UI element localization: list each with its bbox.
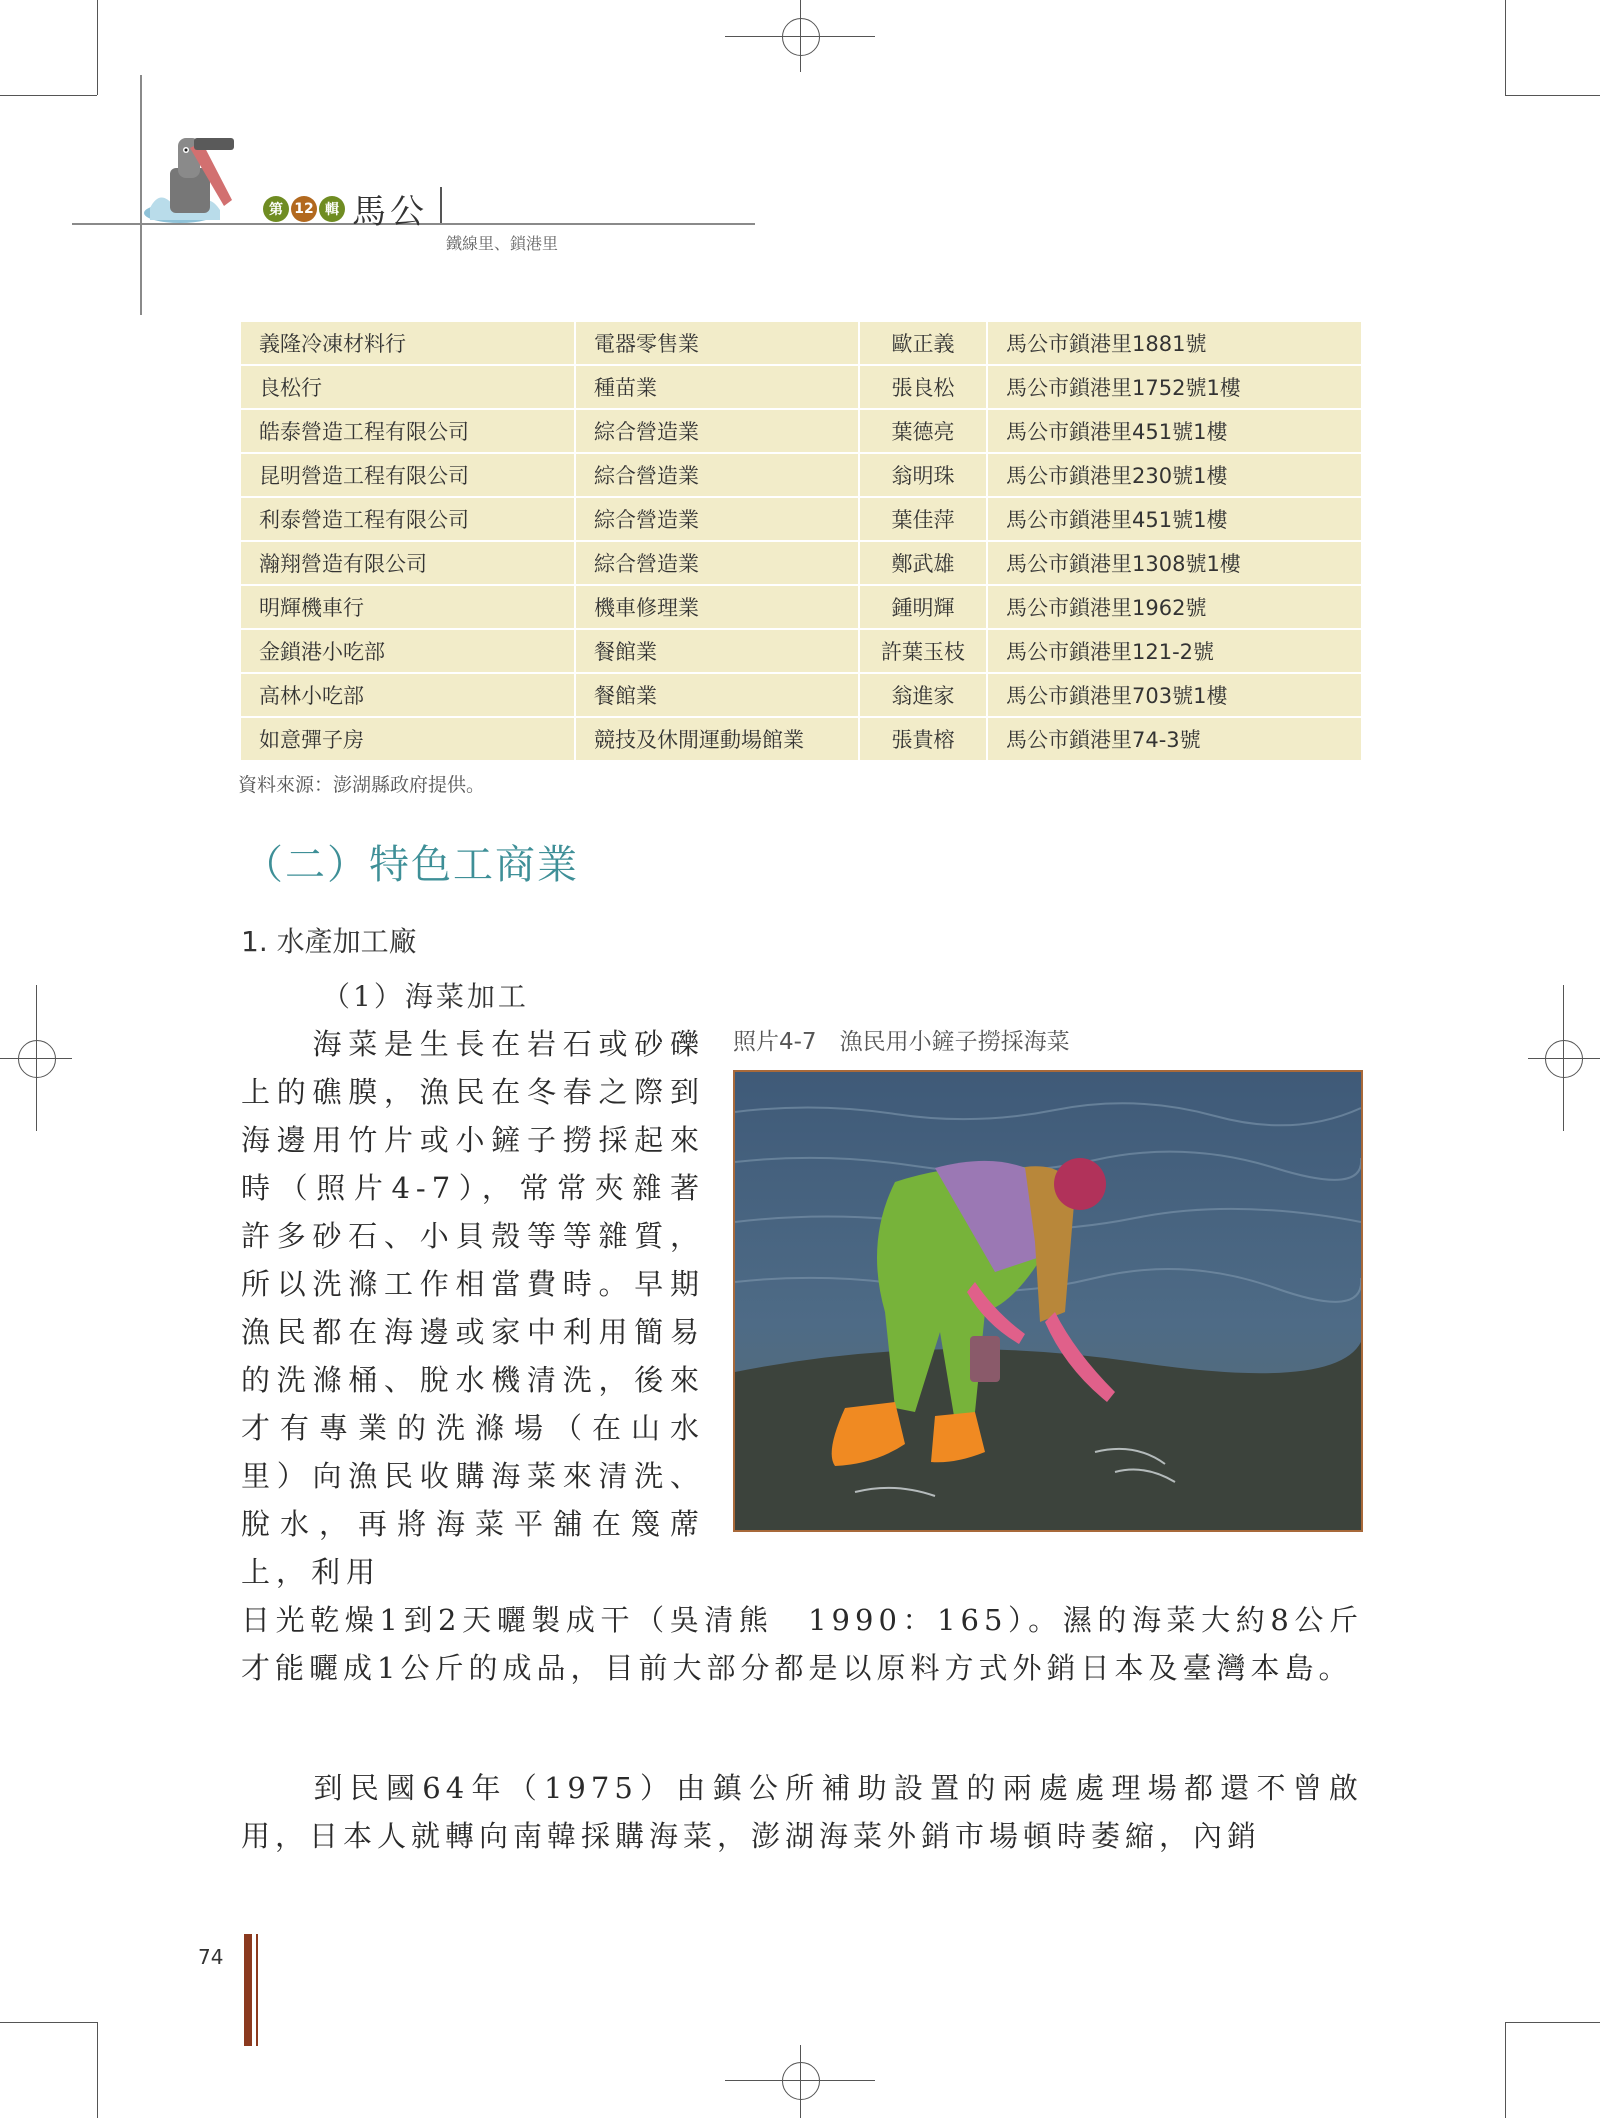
page-marker-bar [244, 1934, 252, 2046]
table-row [240, 541, 1362, 585]
address-cell: 馬公市鎖港里451號1樓 [987, 409, 1362, 453]
owner-cell: 歐正義 [859, 321, 987, 365]
body-paragraph-1-narrow: 海菜是生長在岩石或砂礫上的礁膜，漁民在冬春之際到海邊用竹片或小鏟子撈採起來時（照片4-7），常常夾雜著許多砂石、小貝殼等等雜質，所以洗滌工作相當費時。早期漁民都在海邊或家中利用簡易的洗滌桶、脫水機清洗，後來才有專業的洗滌場（在山水里）向漁民收購海菜來清洗、脫水，再將海菜平舖在篾蓆上，利用 [241, 1027, 705, 1589]
table-row [240, 365, 1362, 409]
table-row [240, 629, 1362, 673]
address-cell: 馬公市鎖港里230號1樓 [987, 453, 1362, 497]
table-row [240, 453, 1362, 497]
address-cell: 馬公市鎖港里1962號 [987, 585, 1362, 629]
body-paragraph-2: 到民國64年（1975）由鎮公所補助設置的兩處處理場都還不曾啟用，日本人就轉向南韓採購海菜，澎湖海菜外銷市場頓時萎縮，內銷 [241, 1771, 1363, 1853]
owner-cell: 翁明珠 [859, 453, 987, 497]
badge-number: 12 [291, 196, 317, 222]
address-cell: 馬公市鎖港里451號1樓 [987, 497, 1362, 541]
photo-caption: 照片4-7 漁民用小鏟子撈採海菜 [733, 1029, 1070, 1055]
badge-post: 輯 [319, 196, 345, 222]
page-number: 74 [198, 1945, 224, 1969]
item-heading: （1）海菜加工 [322, 980, 529, 1013]
address-cell: 馬公市鎖港里1881號 [987, 321, 1362, 365]
industry-cell: 綜合營造業 [575, 541, 859, 585]
table-row [240, 717, 1362, 761]
owner-cell: 鍾明輝 [859, 585, 987, 629]
business-table [239, 320, 1363, 762]
company-name-cell: 利泰營造工程有限公司 [240, 497, 575, 541]
company-name-cell: 良松行 [240, 365, 575, 409]
table-row [240, 321, 1362, 365]
address-cell: 馬公市鎖港里121-2號 [987, 629, 1362, 673]
title-divider [440, 187, 442, 223]
badge-pre: 第 [263, 196, 289, 222]
chapter-title: 馬公 [352, 192, 428, 232]
owner-cell: 張貴榕 [859, 717, 987, 761]
mascot-logo-icon [140, 128, 250, 223]
owner-cell: 翁進家 [859, 673, 987, 717]
company-name-cell: 昆明營造工程有限公司 [240, 453, 575, 497]
address-cell: 馬公市鎖港里703號1樓 [987, 673, 1362, 717]
industry-cell: 綜合營造業 [575, 497, 859, 541]
address-cell: 馬公市鎖港里1308號1樓 [987, 541, 1362, 585]
industry-cell: 競技及休閒運動場館業 [575, 717, 859, 761]
owner-cell: 鄭武雄 [859, 541, 987, 585]
industry-cell: 綜合營造業 [575, 409, 859, 453]
company-name-cell: 義隆冷凍材料行 [240, 321, 575, 365]
owner-cell: 葉德亮 [859, 409, 987, 453]
section-heading: （二）特色工商業 [243, 842, 579, 888]
owner-cell: 葉佳萍 [859, 497, 987, 541]
photo-fisherwoman [733, 1070, 1363, 1532]
company-name-cell: 如意彈子房 [240, 717, 575, 761]
table-row [240, 673, 1362, 717]
industry-cell: 種苗業 [575, 365, 859, 409]
company-name-cell: 瀚翔營造有限公司 [240, 541, 575, 585]
industry-cell: 電器零售業 [575, 321, 859, 365]
industry-cell: 機車修理業 [575, 585, 859, 629]
industry-cell: 餐館業 [575, 629, 859, 673]
table-row [240, 585, 1362, 629]
table-row [240, 409, 1362, 453]
company-name-cell: 明輝機車行 [240, 585, 575, 629]
page-marker-thin-bar [256, 1934, 258, 2046]
table-row [240, 497, 1362, 541]
industry-cell: 餐館業 [575, 673, 859, 717]
sub-heading: 1. 水產加工廠 [241, 925, 417, 958]
chapter-subtitle: 鐵線里、鎖港里 [446, 234, 559, 253]
company-name-cell: 高林小吃部 [240, 673, 575, 717]
industry-cell: 綜合營造業 [575, 453, 859, 497]
photo-illustration [735, 1072, 1361, 1530]
owner-cell: 張良松 [859, 365, 987, 409]
owner-cell: 許葉玉枝 [859, 629, 987, 673]
table-source: 資料來源：澎湖縣政府提供。 [238, 774, 486, 796]
chapter-badge [263, 196, 345, 222]
company-name-cell: 皓泰營造工程有限公司 [240, 409, 575, 453]
address-cell: 馬公市鎖港里74-3號 [987, 717, 1362, 761]
address-cell: 馬公市鎖港里1752號1樓 [987, 365, 1362, 409]
body-paragraph-1-wide: 日光乾燥1到2天曬製成干（吳清熊 1990：165）。濕的海菜大約8公斤才能曬成1公斤的成品，目前大部分都是以原料方式外銷日本及臺灣本島。 [241, 1603, 1363, 1685]
company-name-cell: 金鎖港小吃部 [240, 629, 575, 673]
